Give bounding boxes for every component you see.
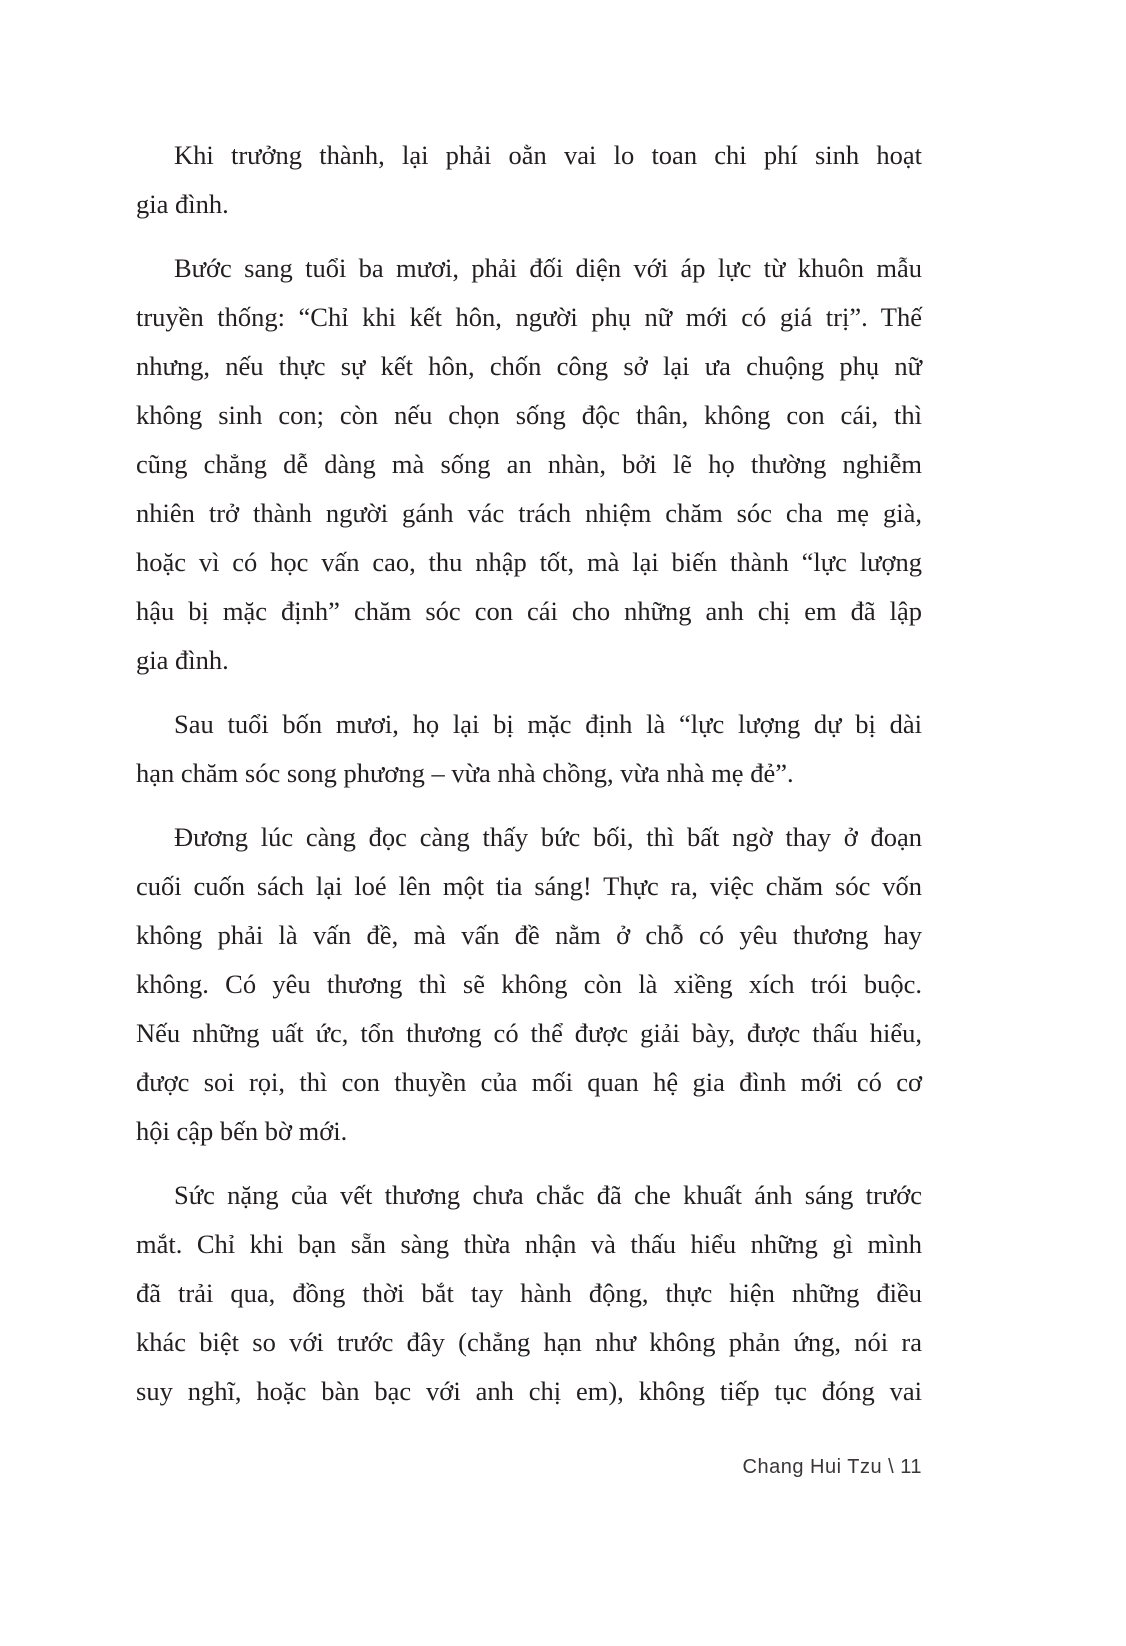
text-line: Khi trưởng thành, lại phải oằn vai lo toan chi phí sinh hoạt [174,140,922,170]
text-line: cũng chẳng dễ dàng mà sống an nhàn, bởi lẽ họ thường nghiễm [136,449,922,479]
page-body [136,134,922,1434]
text-line: Sau tuổi bốn mươi, họ lại bị mặc định là “lực lượng dự bị dài [174,709,922,739]
text-line: được soi rọi, thì con thuyền của mối quan hệ gia đình mới có cơ [136,1067,922,1097]
text-line: khác biệt so với trước đây (chẳng hạn như không phản ứng, nói ra [136,1327,922,1357]
paragraph [136,247,922,688]
text-line: gia đình. [136,645,229,675]
text-line: mắt. Chỉ khi bạn sẵn sàng thừa nhận và thấu hiểu những gì mình [136,1229,922,1259]
text-line: không phải là vấn đề, mà vấn đề nằm ở chỗ có yêu thương hay [136,920,922,950]
text-line: hậu bị mặc định” chăm sóc con cái cho những anh chị em đã lập [136,596,922,626]
text-line: hoặc vì có học vấn cao, thu nhập tốt, mà lại biến thành “lực lượng [136,547,922,577]
text-line: không. Có yêu thương thì sẽ không còn là xiềng xích trói buộc. [136,969,922,999]
text-line: nhiên trở thành người gánh vác trách nhiệm chăm sóc cha mẹ già, [136,498,922,528]
text-line: cuối cuốn sách lại loé lên một tia sáng! Thực ra, việc chăm sóc vốn [136,871,922,901]
text-line: hội cập bến bờ mới. [136,1116,348,1146]
paragraph [136,134,922,232]
text-line: đã trải qua, đồng thời bắt tay hành động, thực hiện những điều [136,1278,922,1308]
text-line: gia đình. [136,189,229,219]
text-line: hạn chăm sóc song phương – vừa nhà chồng, vừa nhà mẹ đẻ”. [136,758,794,788]
text-line: Nếu những uất ức, tổn thương có thể được giải bày, được thấu hiểu, [136,1018,922,1048]
text-line: suy nghĩ, hoặc bàn bạc với anh chị em), không tiếp tục đóng vai [136,1376,922,1406]
paragraph [136,816,922,1159]
text-line: nhưng, nếu thực sự kết hôn, chốn công sở lại ưa chuộng phụ nữ [136,351,922,381]
paragraph [136,1174,922,1419]
text-line: truyền thống: “Chỉ khi kết hôn, người phụ nữ mới có giá trị”. Thế [136,302,922,332]
paragraph [136,703,922,801]
text-line: Bước sang tuổi ba mươi, phải đối diện với áp lực từ khuôn mẫu [174,253,922,283]
text-line: Đương lúc càng đọc càng thấy bức bối, thì bất ngờ thay ở đoạn [174,822,922,852]
text-line: không sinh con; còn nếu chọn sống độc thân, không con cái, thì [136,400,922,430]
running-footer-page-number: Chang Hui Tzu \ 11 [742,1456,922,1478]
text-line: Sức nặng của vết thương chưa chắc đã che khuất ánh sáng trước [174,1180,922,1210]
